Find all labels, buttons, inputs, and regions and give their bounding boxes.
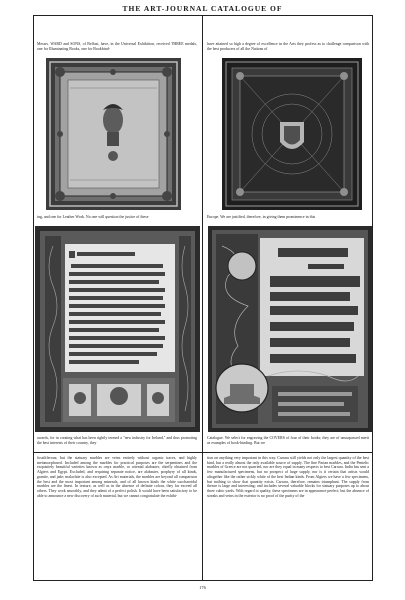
section-rule: [33, 452, 373, 453]
paragraph-bottom-left: fossiliferous; but the statuary marbles are veins entirely without organic traces, and highly metamorphosed. Included among the marbles for practical purposes are the serpentines and the exquisitely beautiful varieties known as onyx marble, or oriental alabaster, chiefly obtained from Algiers and Egypt. Excluded, and requiring separate notice, are alabaster, porphyry of all kinds, granite, and jade; malachite is also excepted. As Art materials, the marbles are beyond all comparison the best and the most important among minerals, and of all known kinds the white saccharoidal marbles are the finest. In texture, as well as in the absence of definite colour, they far exceed all others. They work smoothly, and they admit of a perfect polish. It would have been satisfactory to be able to announce a new discovery of such material, but we cannot congratulate the exhibi-: [37, 456, 197, 498]
illuminated-title-engraving: [208, 226, 372, 432]
column-divider: [202, 15, 203, 580]
book-cover-engraving-2: [222, 58, 362, 210]
paragraph-top-left: Messrs. WARD and SONS, of Belfast, have, in the Universal Exhibition, received THREE medals, one for Illuminating Books, one for Bookbind-: [37, 42, 197, 51]
paragraph-lower-right: Catalogue. We select for engraving the COVERS of four of their books; they are of unsurpassed merit as examples of book-binding. But we: [207, 436, 369, 445]
paragraph-bottom-right: tion on anything very important in this way. Carrara still yields not only the largest quantity of the best kind, but a really almost the only available source of supply. The fine Parian marbles, and the Pentelic marbles of Greece are not quarried, nor are they equal in many respects to best Carrara. India has sent a few manufactured specimens, but no prospect of large supply, nor is it certain that artists would altogether like the rather sickly white of the best Indian kinds. From Algiers we have a few specimens, but nothing to show that quantity exists. Carrara, therefore, remains triumphant. The supply from thence is large and interesting; and includes several valuable blocks for statuary purposes up to about three cubic yards. With regard to quality, these specimens are in appearance perfect; but the absence of streaks and veins in the exterior is no proof of the purity of the: [207, 456, 369, 498]
paragraph-mid-left: ing, and one for Leather Work. No one will question the justice of these: [37, 215, 149, 219]
frame-right-rule: [372, 15, 373, 580]
book-cover-engraving-1: [46, 58, 181, 210]
page-number: 176: [199, 585, 206, 590]
illuminated-address-engraving: [35, 226, 200, 432]
header-rule: [33, 15, 373, 16]
footer-rule: [33, 580, 373, 581]
paragraph-lower-left: awards, for in creating what has been rightly termed a "new industry for Ireland," and thus promoting the best interests of their country, they: [37, 436, 197, 445]
frame-left-rule: [33, 15, 34, 580]
paragraph-mid-right: Europe. We are justified, therefore, in giving them prominence in this: [207, 215, 316, 219]
running-head: THE ART-JOURNAL CATALOGUE OF: [122, 4, 283, 13]
paragraph-top-right: have attained so high a degree of excellence in the Arts they profess as to challenge comparison with the best producers of all the Nations of: [207, 42, 369, 51]
